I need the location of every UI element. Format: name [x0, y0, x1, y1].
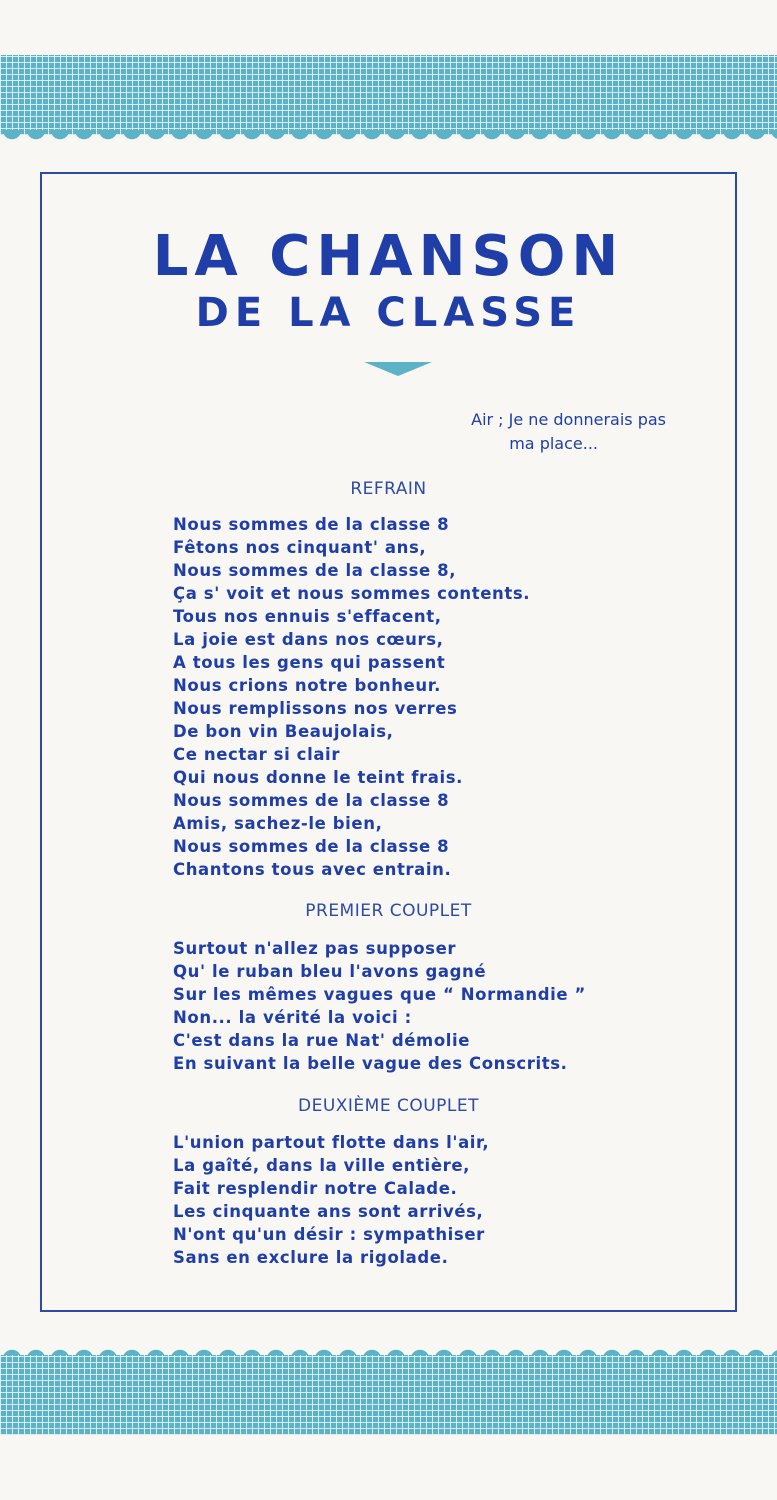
- verse-line: N'ont qu'un désir : sympathiser: [173, 1225, 485, 1244]
- verse-line: Sur les mêmes vagues que “ Normandie ”: [173, 985, 586, 1004]
- verse-line: Surtout n'allez pas supposer: [173, 939, 457, 958]
- top-decorative-band: [0, 55, 777, 135]
- top-scallop-border: [0, 130, 777, 146]
- verse-line: La joie est dans nos cœurs,: [173, 630, 444, 649]
- second-couplet-verse: [173, 1131, 489, 1269]
- verse-line: Fait resplendir notre Calade.: [173, 1179, 458, 1198]
- title-line-1: LA CHANSON: [152, 224, 625, 289]
- verse-line: Amis, sachez-le bien,: [173, 814, 383, 833]
- tune-note-line-1: Air ; Je ne donnerais pas: [471, 410, 666, 429]
- verse-line: Les cinquante ans sont arrivés,: [173, 1202, 484, 1221]
- tune-note-line-2: ma place...: [509, 434, 598, 453]
- verse-line: A tous les gens qui passent: [173, 653, 446, 672]
- tune-note: [360, 408, 666, 456]
- verse-line: De bon vin Beaujolais,: [173, 722, 394, 741]
- verse-line: Qu' le ruban bleu l'avons gagné: [173, 962, 487, 981]
- title-ornament-icon: [364, 362, 432, 376]
- verse-line: Nous crions notre bonheur.: [173, 676, 441, 695]
- verse-line: L'union partout flotte dans l'air,: [173, 1133, 490, 1152]
- verse-line: Ce nectar si clair: [173, 745, 341, 764]
- refrain-verse: [173, 513, 530, 881]
- verse-line: La gaîté, dans la ville entière,: [173, 1156, 471, 1175]
- verse-line: Non... la vérité la voici :: [173, 1008, 412, 1027]
- verse-line: Sans en exclure la rigolade.: [173, 1248, 449, 1267]
- verse-line: Nous sommes de la classe 8,: [173, 561, 457, 580]
- verse-line: Ça s' voit et nous sommes contents.: [173, 584, 531, 603]
- verse-line: Tous nos ennuis s'effacent,: [173, 607, 442, 626]
- verse-line: Fêtons nos cinquant' ans,: [173, 538, 427, 557]
- verse-line: Nous remplissons nos verres: [173, 699, 458, 718]
- verse-line: Nous sommes de la classe 8: [173, 791, 450, 810]
- bottom-decorative-band: [0, 1355, 777, 1435]
- first-couplet-verse: [173, 937, 586, 1075]
- verse-line: Chantons tous avec entrain.: [173, 860, 452, 879]
- title-line-2: DE LA CLASSE: [195, 290, 582, 336]
- verse-line: Qui nous donne le teint frais.: [173, 768, 464, 787]
- first-couplet-heading: PREMIER COUPLET: [305, 901, 472, 921]
- verse-line: C'est dans la rue Nat' démolie: [173, 1031, 471, 1050]
- refrain-heading: REFRAIN: [350, 479, 427, 499]
- verse-line: En suivant la belle vague des Conscrits.: [173, 1054, 568, 1073]
- verse-line: Nous sommes de la classe 8: [173, 515, 450, 534]
- second-couplet-heading: DEUXIÈME COUPLET: [297, 1096, 480, 1116]
- verse-line: Nous sommes de la classe 8: [173, 837, 450, 856]
